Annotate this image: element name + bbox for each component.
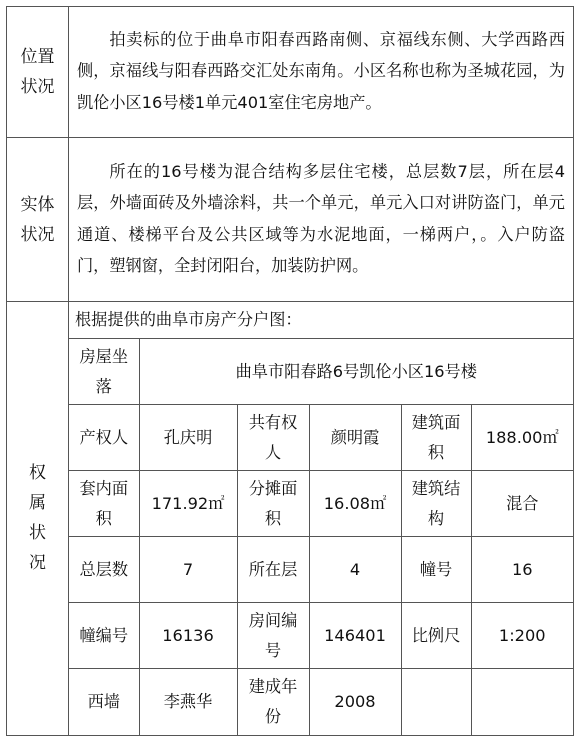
scale-label: 比例尺 — [401, 603, 471, 669]
detail-row-area — [69, 471, 573, 537]
floor-label: 所在层 — [237, 537, 309, 603]
ownership-detail-table — [69, 338, 573, 735]
location-row — [7, 7, 574, 138]
shared-area-value: 16.08㎡ — [309, 471, 401, 537]
physical-label-text: 实体状况 — [20, 194, 55, 245]
building-no-label: 幢号 — [401, 537, 471, 603]
location-field-label: 房屋坐落 — [69, 339, 139, 405]
room-code-label: 房间编号 — [237, 603, 309, 669]
build-area-value: 188.00㎡ — [471, 405, 573, 471]
property-info-table — [6, 6, 574, 736]
empty-cell — [471, 669, 573, 735]
structure-label: 建筑结构 — [401, 471, 471, 537]
year-label: 建成年份 — [237, 669, 309, 735]
ownership-row — [7, 302, 574, 736]
build-area-label: 建筑面积 — [401, 405, 471, 471]
physical-text: 所在的16号楼为混合结构多层住宅楼，总层数7层，所在层4层，外墙面砖及外墙涂料，共一个单元，单元入口对讲防盗门，单元通道、楼梯平台及公共区域等为水泥地面，一梯两户，。入户防盗门，塑钢窗，全封闭阳台，加装防护网。 — [69, 138, 574, 302]
building-code-value: 16136 — [139, 603, 237, 669]
location-field-value: 曲阜市阳春路6号凯伦小区16号楼 — [139, 339, 573, 405]
owner-value: 孔庆明 — [139, 405, 237, 471]
inner-area-value: 171.92㎡ — [139, 471, 237, 537]
room-code-value: 146401 — [309, 603, 401, 669]
building-code-label: 幢编号 — [69, 603, 139, 669]
total-floors-value: 7 — [139, 537, 237, 603]
physical-label — [7, 138, 69, 302]
shared-area-label: 分摊面积 — [237, 471, 309, 537]
empty-cell — [401, 669, 471, 735]
location-label-text: 位置状况 — [20, 47, 55, 97]
year-value: 2008 — [309, 669, 401, 735]
ownership-label — [7, 302, 69, 736]
scale-value: 1:200 — [471, 603, 573, 669]
detail-row-west — [69, 669, 573, 735]
location-text: 拍卖标的位于曲阜市阳春西路南侧、京福线东侧、大学西路西侧，京福线与阳春西路交汇处东南角。小区名称也称为圣城花园，为凯伦小区16号楼1单元401室住宅房地产。 — [69, 7, 574, 138]
co-owner-value: 颜明霞 — [309, 405, 401, 471]
location-label — [7, 7, 69, 138]
inner-area-label: 套内面积 — [69, 471, 139, 537]
ownership-cell — [69, 302, 574, 736]
ownership-intro: 根据提供的曲阜市房产分户图： — [75, 310, 302, 329]
detail-row-floors — [69, 537, 573, 603]
physical-row — [7, 138, 574, 302]
structure-value: 混合 — [471, 471, 573, 537]
detail-row-owner — [69, 405, 573, 471]
west-wall-value: 李燕华 — [139, 669, 237, 735]
owner-label: 产权人 — [69, 405, 139, 471]
co-owner-label: 共有权人 — [237, 405, 309, 471]
total-floors-label: 总层数 — [69, 537, 139, 603]
ownership-label-text: 权属状况 — [29, 463, 46, 574]
floor-value: 4 — [309, 537, 401, 603]
detail-row-codes — [69, 603, 573, 669]
west-wall-label: 西墙 — [69, 669, 139, 735]
building-no-value: 16 — [471, 537, 573, 603]
detail-row-location — [69, 339, 573, 405]
